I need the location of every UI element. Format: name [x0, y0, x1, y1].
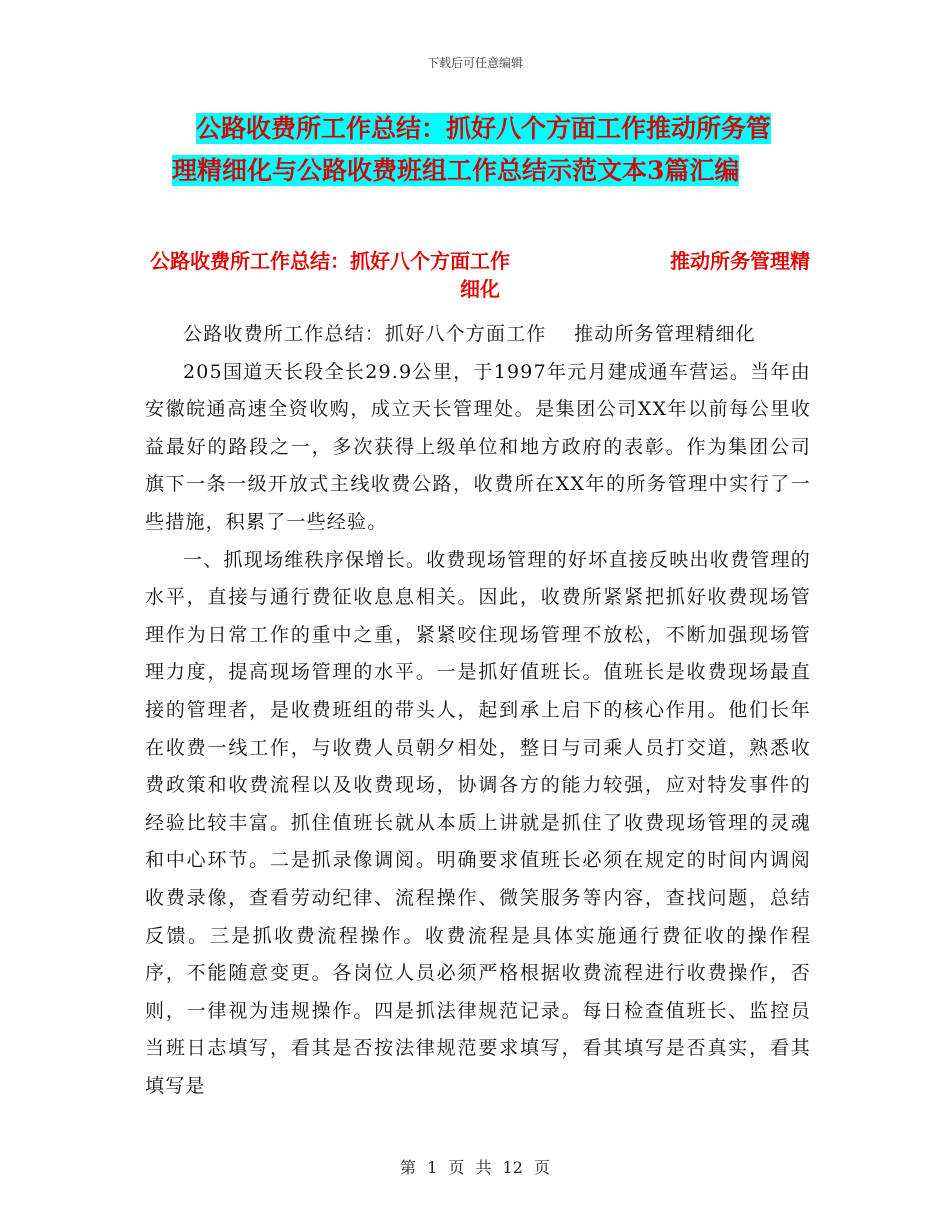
- section-title: [150, 247, 810, 303]
- section-title-part-1: 公路收费所工作总结：抓好八个方面工作: [150, 249, 510, 273]
- paragraph: 205国道天长段全长29.9公里，于1997年元月建成通车营运。当年由安徽皖通高速全资收购，成立天长管理处。是集团公司XX年以前每公里收益最好的路段之一，多次获得上级单位和地方政府的表彰。作为集团公司旗下一条一级开放式主线收费公路，收费所在XX年的所务管理中实行了一些措施，积累了一些经验。: [145, 360, 811, 533]
- document-title-line-1: 公路收费所工作总结：抓好八个方面工作推动所务管: [196, 114, 772, 143]
- section-title-part-3: 细化: [460, 277, 500, 301]
- document-title: [150, 108, 810, 192]
- page-footer: 第 1 页 共 12 页: [400, 1158, 550, 1177]
- paragraph: 公路收费所工作总结：抓好八个方面工作 推动所务管理精细化: [183, 323, 756, 345]
- page-header-note: 下载后可任意编辑: [426, 56, 523, 70]
- document-title-line-2: 理精细化与公路收费班组工作总结示范文本3篇汇编: [172, 156, 740, 185]
- paragraph: 一、抓现场维秩序保增长。收费现场管理的好坏直接反映出收费管理的水平，直接与通行费征收息息相关。因此，收费所紧紧把抓好收费现场管理作为日常工作的重中之重，紧紧咬住现场管理不放松，不断加强现场管理力度，提高现场管理的水平。一是抓好值班长。值班长是收费现场最直接的管理者，是收费班组的带头人，起到承上启下的核心作用。他们长年在收费一线工作，与收费人员朝夕相处，整日与司乘人员打交道，熟悉收费政策和收费流程以及收费现场，协调各方的能力较强，应对特发事件的经验比较丰富。抓住值班长就从本质上讲就是抓住了收费现场管理的灵魂和中心环节。二是抓录像调阅。明确要求值班长必须在规定的时间内调阅收费录像，查看劳动纪律、流程操作、微笑服务等内容，查找问题，总结反馈。三是抓收费流程操作。收费流程是具体实施通行费征收的操作程序，不能随意变更。各岗位人员必须严格根据收费流程进行收费操作，否则，一律视为违规操作。四是抓法律规范记录。每日检查值班长、监控员当班日志填写，看其是否按法律规范要求填写，看其填写是否真实，看其填写是: [145, 548, 811, 1097]
- body-text: [145, 316, 811, 1105]
- section-title-part-2: 推动所务管理精: [670, 249, 810, 273]
